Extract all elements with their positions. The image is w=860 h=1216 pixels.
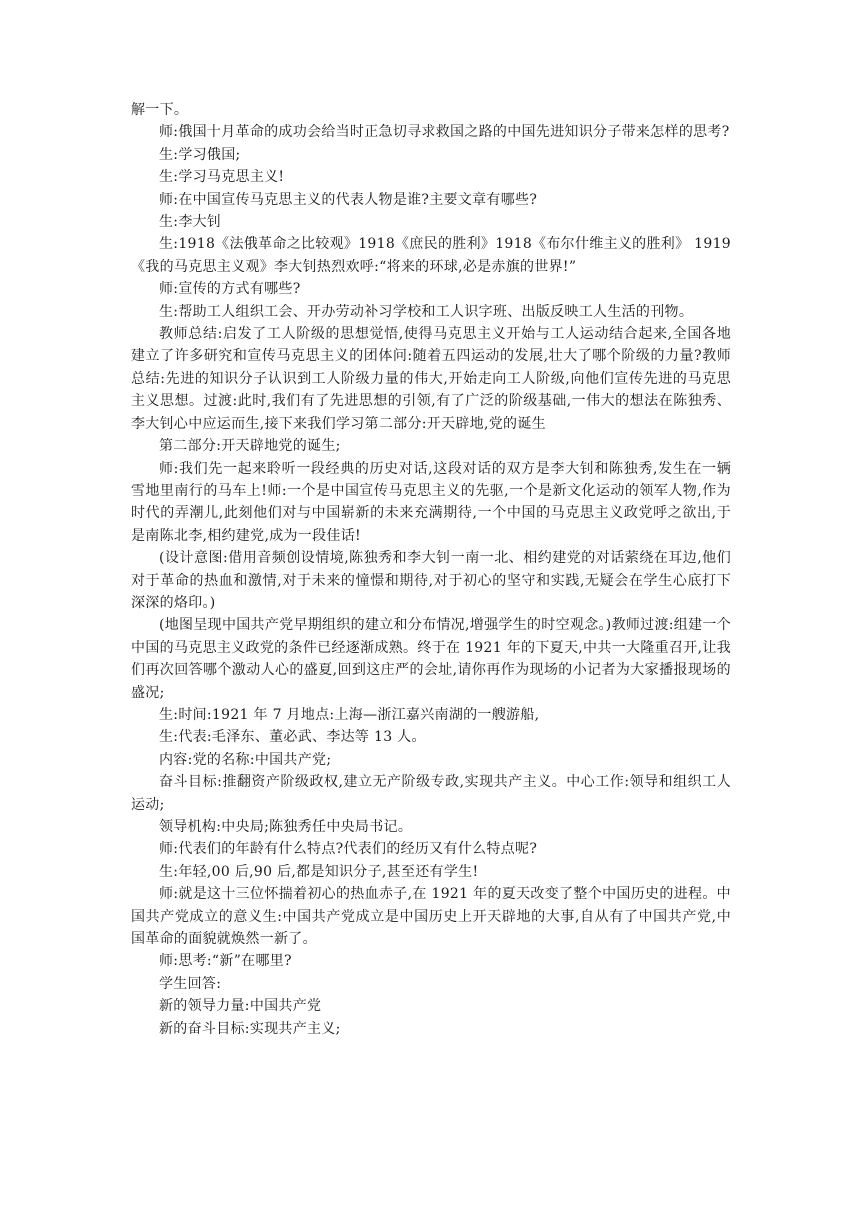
paragraph: (地图呈现中国共产党早期组织的建立和分布情况,增强学生的时空观念。)教师过渡:组建一个中国的马克思主义政党的条件已经逐渐成熟。终于在 1921 年的下夏天,中共一大隆重召开,让我们再次回答哪个激动人心的盛夏,回到这庄严的会址,请你再作为现场的小记者为大家播报现场的盛况; — [131, 617, 731, 701]
paragraph: 解一下。 — [131, 102, 189, 118]
section-heading: 第二部分:开天辟地党的诞生; — [159, 438, 341, 455]
paragraph: 师:在中国宣传马克思主义的代表人物是谁?主要文章有哪些? — [159, 191, 538, 208]
paragraph: 生:1918《法俄革命之比较观》1918《庶民的胜利》1918《布尔什维主义的胜利》 1919《我的马克思主义观》李大钊热烈欢呼:“将来的环球,必是赤旗的世界!” — [131, 236, 731, 275]
paragraph: 生:李大钊 — [159, 214, 222, 231]
design-intent-note: (设计意图:借用音频创设情境,陈独秀和李大钊一南一北、相约建党的对话萦绕在耳边,他们对于革命的热血和激情,对于未来的憧憬和期待,对于初心的坚守和实践,无疑会在学生心底打下深深的烙印。) — [131, 550, 731, 611]
paragraph: 师:代表们的年龄有什么特点?代表们的经历又有什么特点呢? — [159, 841, 538, 858]
paragraph: 师:思考:“新”在哪里? — [159, 953, 292, 970]
paragraph: 师:宣传的方式有哪些? — [159, 281, 301, 298]
paragraph: 内容:党的名称:中国共产党; — [159, 751, 332, 768]
paragraph: 新的领导力量:中国共产党 — [159, 998, 322, 1015]
paragraph: 生:帮助工人组织工会、开办劳动补习学校和工人识字班、出版反映工人生活的刊物。 — [159, 303, 694, 320]
paragraph: 师:俄国十月革命的成功会给当时正急切寻求救国之路的中国先进知识分子带来怎样的思考? — [159, 124, 730, 141]
paragraph: 领导机构:中央局;陈独秀任中央局书记。 — [159, 819, 413, 835]
paragraph: 生:时间:1921 年 7 月地点:上海—浙江嘉兴南湖的一艘游船, — [159, 706, 540, 723]
document-body — [131, 99, 731, 1040]
paragraph: 生:学习马克思主义! — [159, 169, 285, 186]
paragraph: 新的奋斗目标:实现共产主义; — [159, 1020, 341, 1037]
paragraph: 生:学习俄国; — [159, 146, 241, 163]
paragraph: 学生回答: — [159, 975, 222, 992]
paragraph: 生:代表:毛泽东、董必武、李达等 13 人。 — [159, 729, 426, 746]
paragraph: 生:年轻,00 后,90 后,都是知识分子,甚至还有学生! — [159, 863, 479, 880]
paragraph: 教师总结:启发了工人阶级的思想觉悟,使得马克思主义开始与工人运动结合起来,全国各地建立了许多研究和宣传马克思主义的团体问:随着五四运动的发展,壮大了哪个阶级的力量?教师总结:先进的知识分子认识到工人阶级力量的伟大,开始走向工人阶级,向他们宣传先进的马克思主义思想。过渡:此时,我们有了先进思想的引领,有了广泛的阶级基础,一伟大的想法在陈独秀、李大钊心中应运而生,接下来我们学习第二部分:开天辟地,党的诞生 — [131, 326, 731, 432]
paragraph: 师:我们先一起来聆听一段经典的历史对话,这段对话的双方是李大钊和陈独秀,发生在一辆雪地里南行的马车上!师:一个是中国宣传马克思主义的先驱,一个是新文化运动的领军人物,作为时代的弄潮儿,此刻他们对与中国崭新的未来充满期待,一个中国的马克思主义政党呼之欲出,于是南陈北李,相约建党,成为一段佳话! — [131, 460, 731, 544]
paragraph: 奋斗目标:推翻资产阶级政权,建立无产阶级专政,实现共产主义。中心工作:领导和组织工人运动; — [131, 774, 731, 813]
paragraph: 师:就是这十三位怀揣着初心的热血赤子,在 1921 年的夏天改变了整个中国历史的进程。中国共产党成立的意义生:中国共产党成立是中国历史上开天辟地的大事,自从有了中国共产党,中国革命的面貌就焕然一新了。 — [131, 886, 731, 948]
